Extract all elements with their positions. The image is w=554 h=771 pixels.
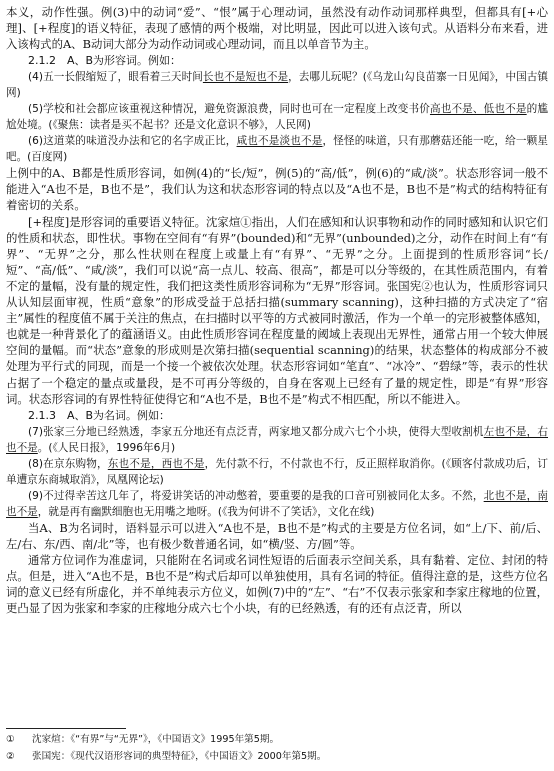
example-8: (8)在京东购物，东也不是，西也不是，先付款不行，不付款也不行，反正照样取消你。(《顾客付款成功后，订单遭京东商城取消》，凤凰网论坛) — [6, 457, 548, 486]
example-6: (6)这道菜的味道没办法和它的名字成正比，咸也不是淡也不是，怪怪的味道，只有那蘑菇还能一吃，给一颗星吧。(百度网) — [6, 135, 549, 164]
example-7: (7)张家三分地已经熟透，李家五分地还有点泛青，两家地又都分成六七个小块，使得大型收割机左也不是，右也不是。(《人民日报》，1996年6月) — [6, 425, 548, 454]
footnote: ② 张国宪：《现代汉语形容词的典型特征》，《中国语文》2000年第5期。 — [6, 751, 327, 762]
footnote-divider — [6, 728, 126, 729]
footnote: ① 沈家煊：《“有界”与“无界”》，《中国语文》1995年第5期。 — [6, 734, 280, 745]
section-heading: 2.1.2 A、B为形容词。例如： — [28, 54, 182, 68]
paragraph: [+程度]是形容词的重要语义特征。沈家煊①指出，人们在感知和认识事物和动作的同时感知和认识它们的性质和状态，即性状。事物在空间有“有界”(bounded)和“无界”(unbounded)之分，动作在时间上有“有界”、“无界”之分，那么性状则在程度上或量上有“有界”、“无界”之分。上面提到的性质形容词“长/短”、“高/低”、“咸/淡”，我们可以说“高一点儿、较高、很高”，都是可以分等级的，在其性质范围内，有着不定的量幅，没有量的规定性，我们把这类性质形容词称为“无界”形容词。张国宪②也认为，性质形容词只从认知层面审视，性质“意象”的形成受益于总括扫描(summary scanning)，这种扫描的方式决定了“宿主”属性的程度值不属于关注的焦点，在扫描时以平等的方式被同时激活，作为一个单一的完形被整体感知，也就是一种背景化了的蕴涵语义。由此性质形容词在程度量的阈域上表现出无界性，通常占用一个较大伸展空间的量幅。而“状态”意象的形成则是次第扫描(sequential scanning)的结果，状态整体的构成部分不被处理为平行式的同现，而是一个接一个被依次处理。状态形容词如“笔直”、“冰冷”、“碧绿”等，表示的性状占据了一个稳定的量点或量段，是不可再分等级的，自身在客观上已经有了量的规定性，即是“有界”形容词。状态形容词的有界性特征使得它和“A也不是，B也不是”构式不相匹配，所以不能进入。 — [6, 214, 548, 406]
paragraph: 当A、B为名词时，语料显示可以进入“A也不是，B也不是”构式的主要是方位名词，如“上/下、前/后、左/右、东/西、南/北”等，也有极少数普通名词，如“横/竖、方/圆”等。 — [6, 520, 548, 551]
example-4: (4)五一长假缩短了，眼看着三天时间长也不是短也不是，去哪儿玩呢？(《乌龙山勾良苗寨一日见闻》，中国古镇网) — [6, 71, 549, 100]
example-5: (5)学校和社会都应该重视这种情况，避免资源浪费，同时也可在一定程度上改变书价高也不是、低也不是的尴尬处境。(《聚焦：读者是买不起书？还是文化意识不够》，人民网) — [6, 103, 548, 132]
paragraph: 通常方位词作为准虚词，只能附在名词或名词性短语的后面表示空间关系，具有黏着、定位、封闭的特点。但是，进入“A也不是，B也不是”构式后却可以单独使用，具有名词的特征。值得注意的是，这些方位名词的意义已经有所虚化，并不单纯表示方位义，如例(7)中的“左”、“右”不仅表示张家和李家庄稼地的位置，更凸显了因为张家和李家的庄稼地分成六七个小块，有的已经熟透，有的还有点泛青，所以 — [6, 552, 548, 616]
paragraph: 上例中的A、B都是性质形容词，如例(4)的“长/短”，例(5)的“高/低”，例(6)的“咸/淡”。状态形容词一般不能进入“A也不是，B也不是”，我们认为这和状态形容词的特点以及“A也不是，B也不是”构式的结构特征有着密切的关系。 — [6, 166, 548, 213]
paragraph: 本义，动作性强。例(3)中的动词“爱”、“恨”属于心理动词，虽然没有动作动词那样典型，但都具有[+心理]、[+程度]的语义特征，表现了感情的两个极端，对比明显，因此可以进入该句式。从语料分布来看，进入该构式的A、B动词大部分为动作动词或心理动词，而且以单音节为主。 — [6, 5, 548, 52]
section-heading: 2.1.3 A、B为名词。例如： — [28, 408, 171, 422]
example-9: (9)不过得幸苦这几年了，将爱讲笑话的冲动憋着，要重要的是我的口音可别被同化太多。不然，北也不是，南也不是，就是再有幽默细胞也无用嘴之地呀。(《我为何讲不了笑话》，文化在线) — [6, 489, 548, 518]
